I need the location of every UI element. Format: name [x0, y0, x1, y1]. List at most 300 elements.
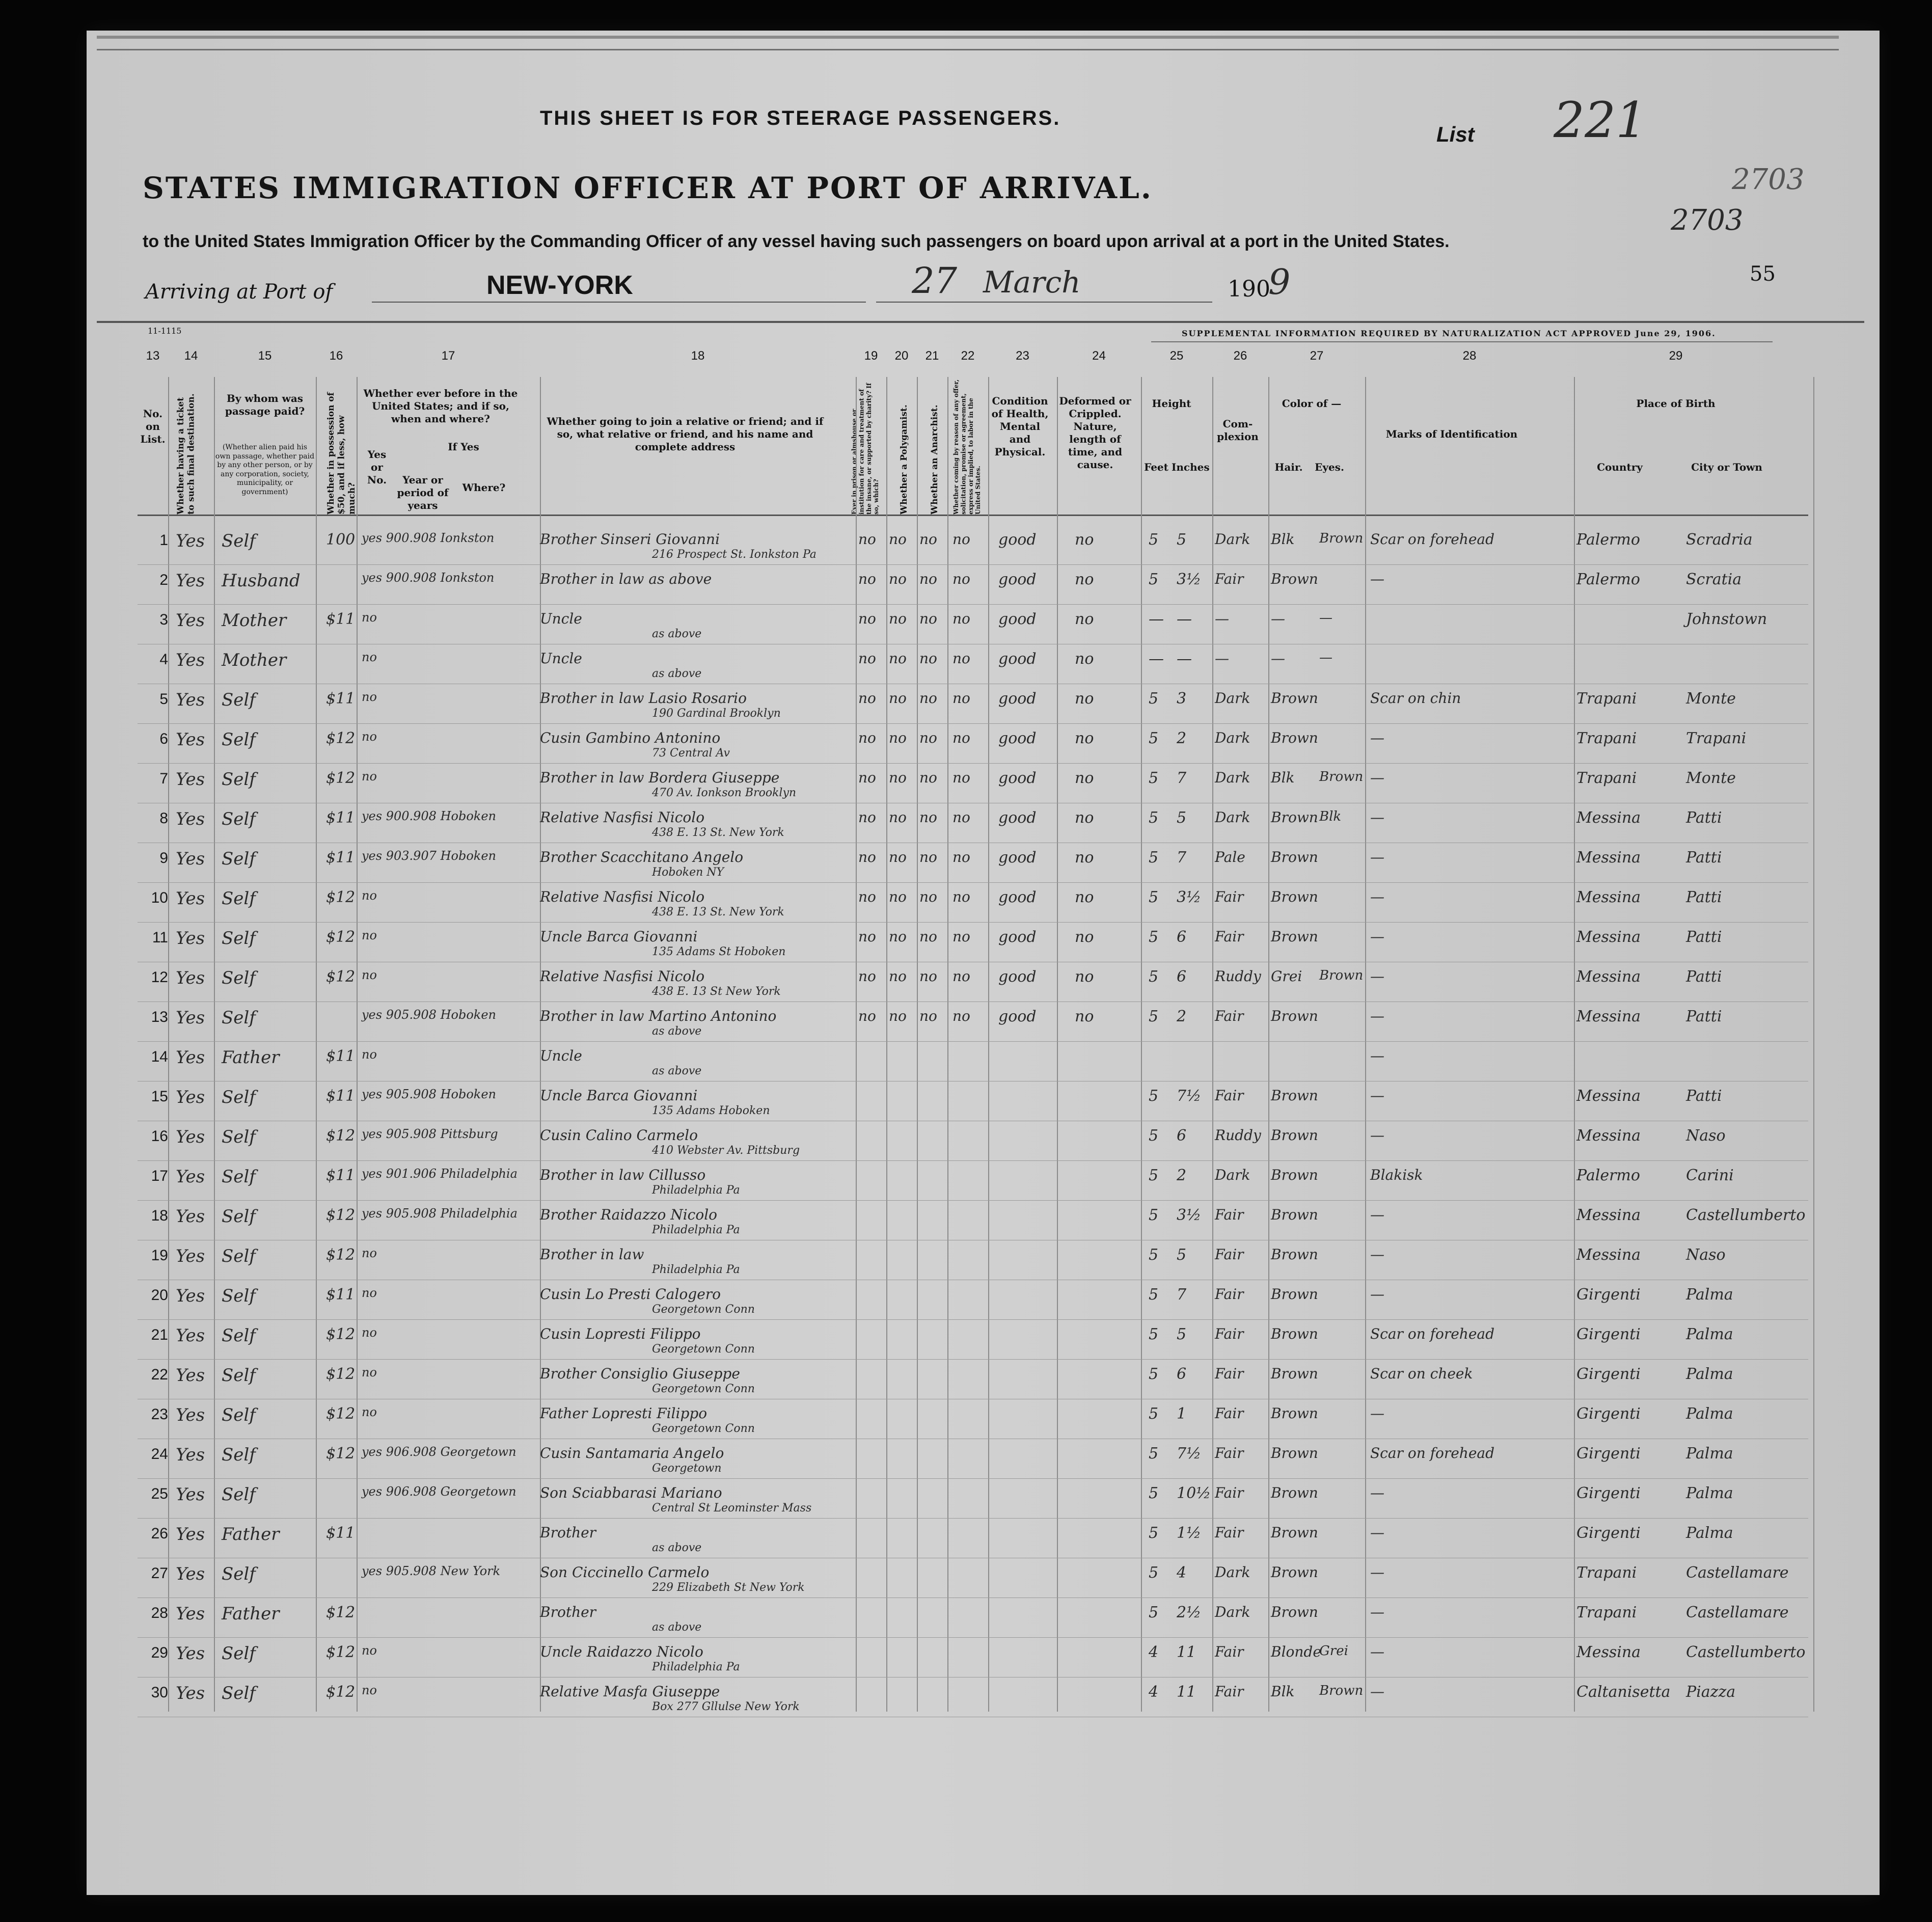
before-in-us-cell: no — [362, 1643, 377, 1658]
money-cell: $12 — [326, 1604, 356, 1621]
before-in-us-cell: no — [362, 690, 377, 704]
column-number-19: 19 — [864, 349, 878, 363]
list-label: List — [1436, 122, 1475, 146]
table-row — [138, 684, 1808, 724]
col-header-25: Height — [1152, 397, 1191, 410]
anarchist-cell: no — [919, 690, 937, 707]
inches-cell: 7 — [1177, 769, 1187, 787]
prison-cell: no — [858, 809, 876, 826]
before-in-us-cell: yes 901.906 Philadelphia — [362, 1167, 518, 1181]
complexion-cell: Fair — [1215, 1643, 1244, 1660]
hair-cell: Brown — [1271, 1167, 1318, 1183]
birth-country-cell: Trapani — [1576, 729, 1637, 747]
before-in-us-cell: no — [362, 968, 377, 982]
col-header-29-city: City or Town — [1691, 461, 1762, 473]
row-number: 6 — [159, 730, 168, 747]
address-cell: Philadelphia Pa — [652, 1224, 740, 1236]
address-cell: 135 Adams Hoboken — [652, 1104, 770, 1117]
ticket-cell: Yes — [176, 531, 205, 551]
table-row — [138, 1518, 1808, 1558]
health-cell: good — [998, 769, 1037, 787]
marks-cell: Scar on cheek — [1370, 1365, 1473, 1382]
marks-cell: — — [1370, 1604, 1384, 1620]
deformed-cell: no — [1075, 928, 1094, 946]
col-header-18: Whether going to join a relative or friend; and if so, what relative or friend, and his name and complete address — [547, 415, 824, 453]
paid-by-cell: Self — [222, 1167, 256, 1187]
feet-cell: 5 — [1149, 968, 1159, 986]
col-header-17-where: Where? — [462, 481, 506, 494]
col-header-22: Whether coming by reason of any offer, solicitation, promise or agreement, express or implied, to labor in the United States. — [953, 379, 982, 515]
inches-cell: 6 — [1177, 928, 1187, 946]
ticket-cell: Yes — [176, 650, 205, 670]
col-header-29-country: Country — [1597, 461, 1643, 473]
table-row — [138, 644, 1808, 684]
health-cell: good — [998, 650, 1037, 668]
eyes-cell: Brown — [1319, 968, 1364, 983]
table-row — [138, 882, 1808, 923]
col-header-15-note: (Whether alien paid his own passage, whether paid by any other person, or by any corporation, society, municipality, or government) — [215, 443, 315, 496]
birth-country-cell: Girgenti — [1576, 1524, 1641, 1542]
deformed-cell: no — [1075, 888, 1094, 906]
health-cell: good — [998, 729, 1037, 747]
address-cell: Box 277 Gllulse New York — [652, 1700, 800, 1713]
deformed-cell: no — [1075, 968, 1094, 986]
birth-country-cell: Messina — [1576, 1127, 1641, 1145]
hair-cell: Brown — [1271, 1206, 1318, 1223]
feet-cell: 5 — [1149, 1365, 1159, 1383]
hair-cell: Brown — [1271, 690, 1318, 707]
ticket-cell: Yes — [176, 571, 205, 591]
paid-by-cell: Father — [222, 1524, 280, 1545]
birth-city-cell: Palma — [1686, 1365, 1733, 1383]
feet-cell: 5 — [1149, 1008, 1159, 1025]
before-in-us-cell: yes 905.908 Hoboken — [362, 1008, 496, 1022]
row-number: 16 — [151, 1128, 168, 1145]
hair-cell: — — [1271, 650, 1285, 667]
deformed-cell: no — [1075, 690, 1094, 708]
birth-city-cell: Palma — [1686, 1405, 1733, 1423]
marks-cell: — — [1370, 1484, 1384, 1501]
before-in-us-cell: no — [362, 1325, 377, 1340]
before-in-us-cell: no — [362, 729, 377, 744]
ticket-cell: Yes — [176, 928, 205, 949]
feet-cell: 5 — [1149, 1246, 1159, 1264]
health-cell: good — [998, 531, 1037, 549]
health-cell: good — [998, 690, 1037, 708]
before-in-us-cell: no — [362, 769, 377, 783]
address-cell: 410 Webster Av. Pittsburg — [652, 1144, 800, 1157]
row-number: 23 — [151, 1406, 168, 1423]
ticket-cell: Yes — [176, 809, 205, 829]
join-relative-cell: Brother in law as above — [540, 571, 712, 587]
birth-country-cell: Girgenti — [1576, 1286, 1641, 1304]
join-relative-cell: Uncle — [540, 1047, 582, 1064]
contract-labor-cell: no — [953, 849, 970, 865]
before-in-us-cell: no — [362, 1286, 377, 1300]
feet-cell: 5 — [1149, 809, 1159, 827]
feet-cell: 5 — [1149, 769, 1159, 787]
feet-cell: 5 — [1149, 1405, 1159, 1423]
address-cell: 190 Gardinal Brooklyn — [652, 707, 781, 720]
page-subtitle: to the United States Immigration Officer by the Commanding Officer of any vessel having such passengers on board upon arrival at a port in the United States. — [143, 232, 1450, 251]
birth-country-cell: Messina — [1576, 888, 1641, 906]
inches-cell: 2 — [1177, 1167, 1187, 1184]
feet-cell: — — [1149, 610, 1164, 628]
table-row — [138, 962, 1808, 1002]
feet-cell: 5 — [1149, 928, 1159, 946]
birth-city-cell: Scratia — [1686, 571, 1742, 588]
money-cell: $12 — [326, 769, 356, 787]
ticket-cell: Yes — [176, 849, 205, 869]
eyes-cell: Brown — [1319, 1683, 1364, 1698]
feet-cell: 5 — [1149, 1127, 1159, 1145]
money-cell: $11 — [326, 690, 356, 708]
birth-city-cell: Piazza — [1686, 1683, 1736, 1701]
address-cell: as above — [652, 1541, 702, 1554]
address-cell: 438 E. 13 St New York — [652, 985, 781, 998]
hair-cell: Brown — [1271, 849, 1318, 865]
hair-cell: Blk — [1271, 769, 1295, 786]
row-number: 5 — [159, 691, 168, 708]
address-cell: Georgetown Conn — [652, 1343, 755, 1356]
birth-country-cell: Girgenti — [1576, 1405, 1641, 1423]
money-cell: $12 — [326, 1405, 356, 1423]
before-in-us-cell: yes 900.908 Ionkston — [362, 531, 495, 545]
row-number: 27 — [151, 1565, 168, 1582]
birth-country-cell: Messina — [1576, 849, 1641, 867]
row-number: 17 — [151, 1168, 168, 1184]
ticket-cell: Yes — [176, 1286, 205, 1306]
deformed-cell: no — [1075, 571, 1094, 588]
hair-cell: Brown — [1271, 1325, 1318, 1342]
complexion-cell: Fair — [1215, 928, 1244, 945]
ticket-cell: Yes — [176, 968, 205, 988]
money-cell: $11 — [326, 849, 356, 867]
inches-cell: 6 — [1177, 1127, 1187, 1145]
paid-by-cell: Self — [222, 1445, 256, 1465]
ticket-cell: Yes — [176, 1127, 205, 1147]
prison-cell: no — [858, 1008, 876, 1024]
ticket-cell: Yes — [176, 1206, 205, 1227]
contract-labor-cell: no — [953, 928, 970, 945]
hair-cell: Brown — [1271, 1564, 1318, 1581]
row-number: 14 — [151, 1048, 168, 1065]
marks-cell: — — [1370, 888, 1384, 905]
prison-cell: no — [858, 650, 876, 667]
join-relative-cell: Uncle Raidazzo Nicolo — [540, 1643, 703, 1660]
col-header-26: Com- plexion — [1217, 418, 1259, 443]
ticket-cell: Yes — [176, 888, 205, 909]
row-number: 11 — [152, 929, 168, 946]
hair-cell: Brown — [1271, 1604, 1318, 1620]
before-in-us-cell: no — [362, 650, 377, 664]
address-cell: 438 E. 13 St. New York — [652, 826, 784, 839]
table-row — [138, 1637, 1808, 1677]
table-row — [138, 604, 1808, 644]
header-bottom-rule — [138, 515, 1808, 516]
money-cell: $12 — [326, 1683, 356, 1701]
feet-cell: 5 — [1149, 690, 1159, 708]
feet-cell: 5 — [1149, 1206, 1159, 1224]
birth-city-cell: Palma — [1686, 1445, 1733, 1463]
paid-by-cell: Self — [222, 1365, 256, 1386]
hair-cell: Brown — [1271, 571, 1318, 587]
eyes-cell: — — [1319, 650, 1332, 665]
ticket-cell: Yes — [176, 610, 205, 631]
paid-by-cell: Husband — [222, 571, 301, 591]
table-row — [138, 1041, 1808, 1081]
anarchist-cell: no — [919, 571, 937, 587]
birth-country-cell: Girgenti — [1576, 1365, 1641, 1383]
health-cell: good — [998, 849, 1037, 867]
birth-country-cell: Palermo — [1576, 1167, 1640, 1184]
ticket-cell: Yes — [176, 1643, 205, 1664]
before-in-us-cell: yes 906.908 Georgetown — [362, 1484, 516, 1499]
row-number: 21 — [151, 1327, 168, 1343]
complexion-cell: Pale — [1215, 849, 1245, 865]
inches-cell: 10½ — [1177, 1484, 1211, 1502]
money-cell: $12 — [326, 1325, 356, 1343]
anarchist-cell: no — [919, 888, 937, 905]
address-cell: Georgetown — [652, 1462, 722, 1475]
marks-cell: Scar on forehead — [1370, 1445, 1495, 1461]
ticket-cell: Yes — [176, 1683, 205, 1703]
table-row — [138, 1478, 1808, 1519]
ticket-cell: Yes — [176, 1564, 205, 1584]
contract-labor-cell: no — [953, 1008, 970, 1024]
feet-cell: 5 — [1149, 571, 1159, 588]
ticket-cell: Yes — [176, 1445, 205, 1465]
paid-by-cell: Self — [222, 849, 256, 869]
join-relative-cell: Uncle — [540, 610, 582, 627]
arrival-month: March — [983, 265, 1081, 300]
contract-labor-cell: no — [953, 571, 970, 587]
hair-cell: Brown — [1271, 1286, 1318, 1303]
polygamist-cell: no — [889, 928, 907, 945]
eyes-cell: Grei — [1319, 1643, 1348, 1659]
health-cell: good — [998, 610, 1037, 628]
birth-city-cell: Palma — [1686, 1524, 1733, 1542]
col-header-27-eyes: Eyes. — [1315, 461, 1344, 473]
row-number: 1 — [159, 532, 168, 549]
birth-country-cell: Trapani — [1576, 690, 1637, 708]
hair-cell: Brown — [1271, 928, 1318, 945]
hair-cell: Blk — [1271, 531, 1295, 548]
ticket-cell: Yes — [176, 1047, 205, 1068]
table-row — [138, 922, 1808, 962]
paid-by-cell: Self — [222, 928, 256, 949]
marks-cell: — — [1370, 928, 1384, 945]
marks-cell: — — [1370, 849, 1384, 865]
birth-country-cell: Palermo — [1576, 571, 1640, 588]
money-cell: $11 — [326, 1167, 356, 1184]
paid-by-cell: Self — [222, 809, 256, 829]
marks-cell: — — [1370, 968, 1384, 985]
address-cell: 470 Av. Ionkson Brooklyn — [652, 787, 797, 799]
corner-note-2: 2703 — [1671, 204, 1744, 237]
join-relative-cell: Brother in law Martino Antonino — [540, 1008, 777, 1024]
supplemental-rule — [1151, 341, 1773, 342]
address-cell: Philadelphia Pa — [652, 1661, 740, 1673]
feet-cell: 5 — [1149, 1524, 1159, 1542]
table-row — [138, 1598, 1808, 1638]
contract-labor-cell: no — [953, 809, 970, 826]
join-relative-cell: Cusin Santamaria Angelo — [540, 1445, 724, 1461]
hair-cell: — — [1271, 610, 1285, 627]
complexion-cell: — — [1215, 610, 1229, 627]
anarchist-cell: no — [919, 729, 937, 746]
join-relative-cell: Father Lopresti Filippo — [540, 1405, 708, 1422]
address-cell: as above — [652, 667, 702, 680]
paid-by-cell: Self — [222, 1484, 256, 1505]
anarchist-cell: no — [919, 650, 937, 667]
eyes-cell: Brown — [1319, 531, 1364, 546]
paid-by-cell: Self — [222, 1325, 256, 1346]
header-rule — [97, 321, 1864, 323]
paid-by-cell: Self — [222, 1643, 256, 1664]
before-in-us-cell: no — [362, 888, 377, 903]
complexion-cell: Fair — [1215, 1683, 1244, 1700]
address-cell: 216 Prospect St. Ionkston Pa — [652, 548, 817, 561]
col-header-13: No. on List. — [140, 408, 166, 445]
birth-country-cell: Trapani — [1576, 1604, 1637, 1621]
inches-cell: 1 — [1177, 1405, 1187, 1423]
row-number: 24 — [151, 1446, 168, 1463]
marks-cell: Blakisk — [1370, 1167, 1423, 1183]
polygamist-cell: no — [889, 610, 907, 627]
column-number-17: 17 — [441, 349, 455, 363]
address-cell: as above — [652, 1621, 702, 1634]
birth-city-cell: Scradria — [1686, 531, 1753, 549]
inches-cell: 2 — [1177, 1008, 1187, 1025]
join-relative-cell: Cusin Gambino Antonino — [540, 729, 721, 746]
paid-by-cell: Self — [222, 888, 256, 909]
arrival-year-prefix: 190 — [1228, 276, 1270, 302]
money-cell: $12 — [326, 1246, 356, 1264]
row-number: 4 — [159, 651, 168, 668]
col-header-15: By whom was passage paid? — [225, 392, 305, 417]
feet-cell: 5 — [1149, 1325, 1159, 1343]
ticket-cell: Yes — [176, 1167, 205, 1187]
health-cell: good — [998, 1008, 1037, 1025]
prison-cell: no — [858, 968, 876, 985]
deformed-cell: no — [1075, 769, 1094, 787]
row-number: 18 — [151, 1207, 168, 1224]
before-in-us-cell: no — [362, 1683, 377, 1697]
birth-city-cell: Johnstown — [1686, 610, 1767, 628]
hair-cell: Brown — [1271, 1008, 1318, 1024]
address-cell: 229 Elizabeth St New York — [652, 1581, 805, 1594]
prison-cell: no — [858, 849, 876, 865]
row-number: 9 — [159, 850, 168, 867]
polygamist-cell: no — [889, 968, 907, 985]
column-number-14: 14 — [184, 349, 198, 363]
column-number-26: 26 — [1233, 349, 1247, 363]
before-in-us-cell: no — [362, 1365, 377, 1379]
marks-cell: — — [1370, 729, 1384, 746]
marks-cell: — — [1370, 1286, 1384, 1303]
inches-cell: 3½ — [1177, 571, 1202, 588]
complexion-cell: Dark — [1215, 1604, 1250, 1620]
inches-cell: 3½ — [1177, 1206, 1202, 1224]
address-cell: as above — [652, 1065, 702, 1077]
col-header-17-yesno: Yes or No. — [367, 448, 387, 486]
column-number-16: 16 — [329, 349, 343, 363]
marks-cell: — — [1370, 769, 1384, 786]
birth-city-cell: Palma — [1686, 1484, 1733, 1502]
health-cell: good — [998, 888, 1037, 906]
feet-cell: 5 — [1149, 729, 1159, 747]
money-cell: $11 — [326, 809, 356, 827]
paid-by-cell: Self — [222, 1206, 256, 1227]
complexion-cell: Dark — [1215, 1564, 1250, 1581]
join-relative-cell: Son Sciabbarasi Mariano — [540, 1484, 722, 1501]
feet-cell: 4 — [1149, 1683, 1159, 1701]
contract-labor-cell: no — [953, 610, 970, 627]
sheet-edge-lines — [97, 36, 1839, 50]
table-row — [138, 1081, 1808, 1121]
column-number-15: 15 — [258, 349, 272, 363]
paid-by-cell: Self — [222, 531, 256, 551]
row-number: 15 — [151, 1088, 168, 1105]
join-relative-cell: Cusin Lopresti Filippo — [540, 1325, 701, 1342]
page-number: 55 — [1750, 262, 1776, 286]
complexion-cell: Ruddy — [1215, 968, 1261, 985]
row-number: 2 — [159, 572, 168, 588]
complexion-cell: Fair — [1215, 1008, 1244, 1024]
inches-cell: 6 — [1177, 1365, 1187, 1383]
money-cell: $11 — [326, 1524, 356, 1542]
anarchist-cell: no — [919, 928, 937, 945]
ticket-cell: Yes — [176, 1246, 205, 1266]
complexion-cell: Ruddy — [1215, 1127, 1261, 1144]
birth-country-cell: Messina — [1576, 1206, 1641, 1224]
column-number-18: 18 — [691, 349, 705, 363]
birth-city-cell: Carini — [1686, 1167, 1734, 1184]
before-in-us-cell: no — [362, 610, 377, 625]
before-in-us-cell: no — [362, 1405, 377, 1419]
birth-city-cell: Naso — [1686, 1246, 1726, 1264]
feet-cell: 5 — [1149, 888, 1159, 906]
join-relative-cell: Brother Scacchitano Angelo — [540, 849, 744, 865]
birth-city-cell: Patti — [1686, 1008, 1722, 1025]
join-relative-cell: Uncle — [540, 650, 582, 667]
corner-note-1: 2703 — [1732, 163, 1805, 196]
paid-by-cell: Mother — [222, 650, 287, 670]
marks-cell: — — [1370, 1643, 1384, 1660]
join-relative-cell: Brother in law Bordera Giuseppe — [540, 769, 780, 786]
hair-cell: Brown — [1271, 1087, 1318, 1104]
hair-cell: Brown — [1271, 1445, 1318, 1461]
polygamist-cell: no — [889, 690, 907, 707]
feet-cell: 5 — [1149, 849, 1159, 867]
before-in-us-cell: no — [362, 1047, 377, 1062]
birth-city-cell: Palma — [1686, 1286, 1733, 1304]
deformed-cell: no — [1075, 809, 1094, 827]
inches-cell: 1½ — [1177, 1524, 1202, 1542]
health-cell: good — [998, 809, 1037, 827]
table-row — [138, 1558, 1808, 1598]
hair-cell: Brown — [1271, 1127, 1318, 1144]
polygamist-cell: no — [889, 571, 907, 587]
anarchist-cell: no — [919, 809, 937, 826]
table-row — [138, 1121, 1808, 1161]
row-number: 3 — [159, 611, 168, 628]
paid-by-cell: Self — [222, 1564, 256, 1584]
ticket-cell: Yes — [176, 729, 205, 750]
column-number-29: 29 — [1669, 349, 1683, 363]
polygamist-cell: no — [889, 888, 907, 905]
